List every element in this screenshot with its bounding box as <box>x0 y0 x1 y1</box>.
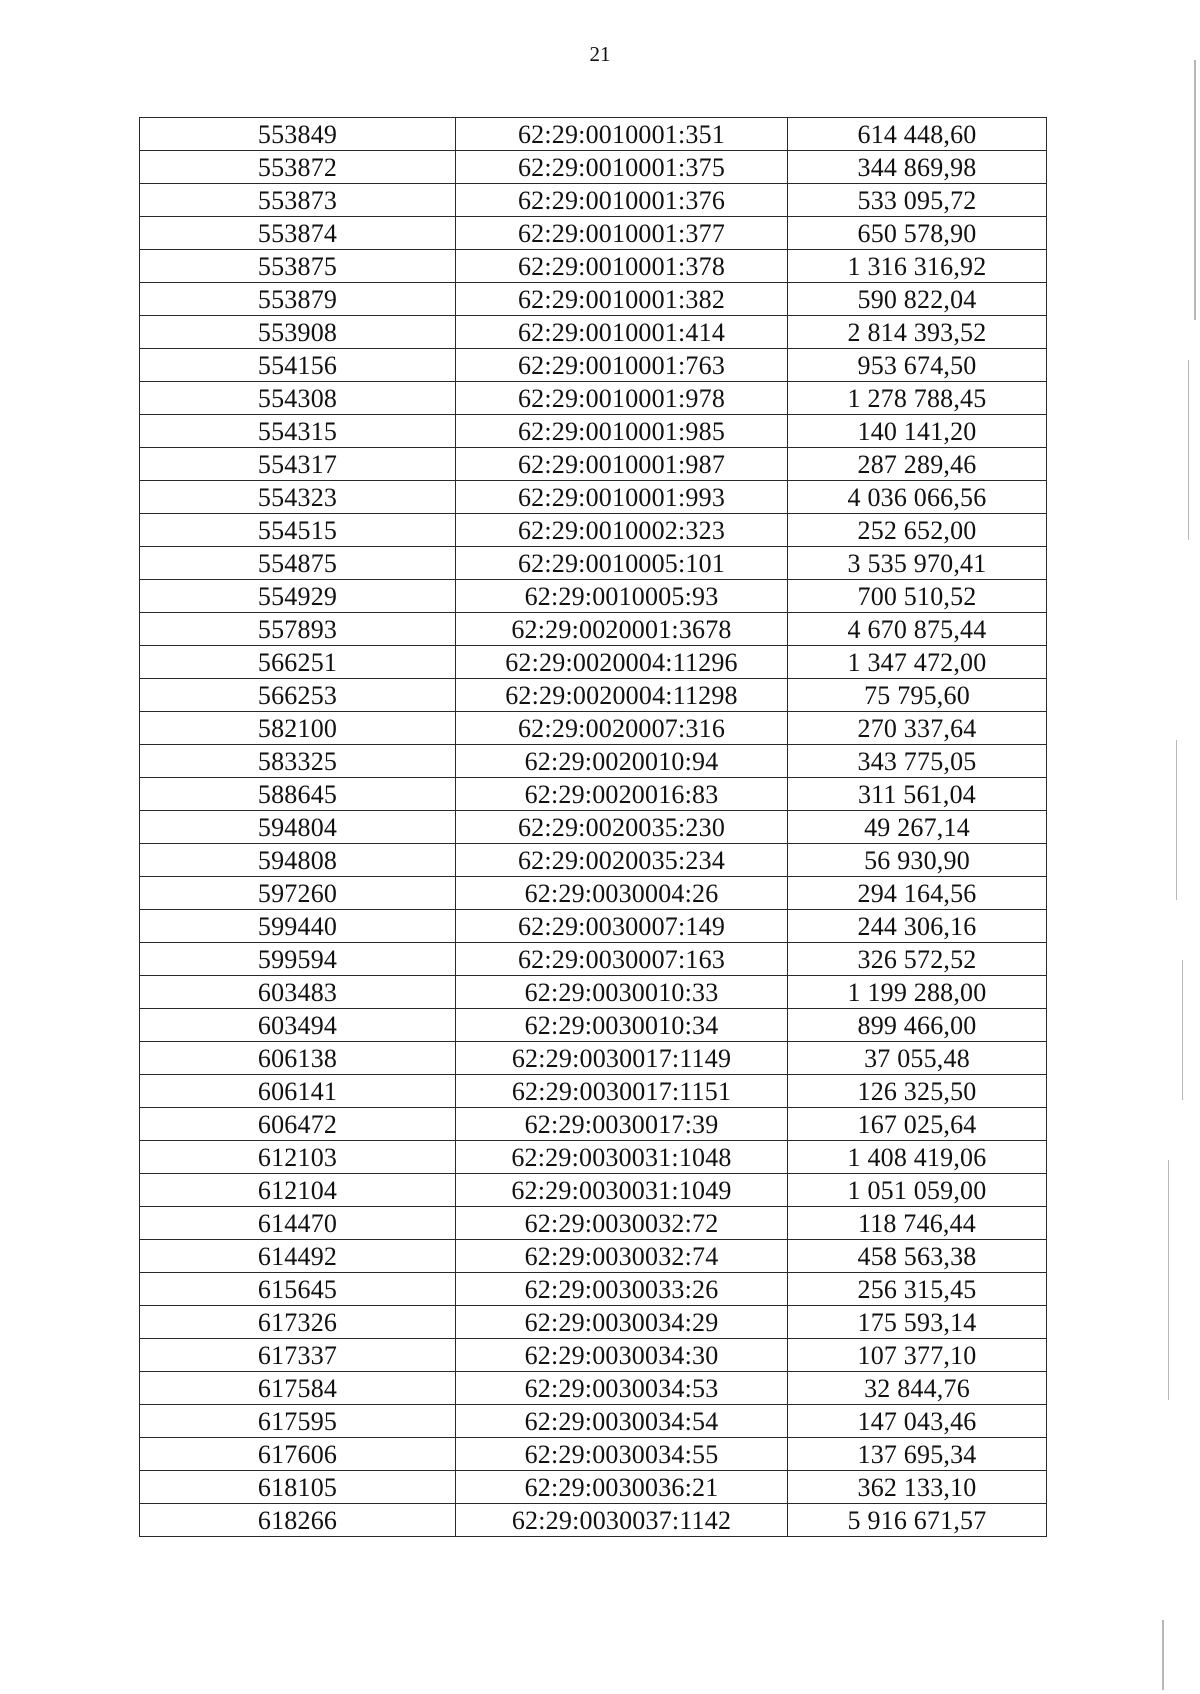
cadastral-number-cell: 62:29:0020010:94 <box>456 745 788 778</box>
cadastral-value-cell: 126 325,50 <box>788 1075 1047 1108</box>
record-number-cell: 617595 <box>140 1405 456 1438</box>
record-number-cell: 557893 <box>140 613 456 646</box>
record-number-cell: 566253 <box>140 679 456 712</box>
table-row <box>140 1207 1047 1240</box>
record-number-cell: 612104 <box>140 1174 456 1207</box>
cadastral-number-cell: 62:29:0030010:33 <box>456 976 788 1009</box>
record-number-cell: 599594 <box>140 943 456 976</box>
cadastral-number-cell: 62:29:0030034:53 <box>456 1372 788 1405</box>
record-number-cell: 617337 <box>140 1339 456 1372</box>
cadastral-number-cell: 62:29:0010001:375 <box>456 151 788 184</box>
table-row <box>140 547 1047 580</box>
cadastral-value-cell: 2 814 393,52 <box>788 316 1047 349</box>
cadastral-value-cell: 107 377,10 <box>788 1339 1047 1372</box>
cadastral-value-cell: 614 448,60 <box>788 118 1047 151</box>
table-row <box>140 580 1047 613</box>
record-number-cell: 553872 <box>140 151 456 184</box>
record-number-cell: 606141 <box>140 1075 456 1108</box>
table-row <box>140 184 1047 217</box>
record-number-cell: 554308 <box>140 382 456 415</box>
cadastral-value-cell: 1 051 059,00 <box>788 1174 1047 1207</box>
cadastral-value-cell: 4 670 875,44 <box>788 613 1047 646</box>
cadastral-number-cell: 62:29:0030007:149 <box>456 910 788 943</box>
table-row <box>140 1240 1047 1273</box>
cadastral-value-cell: 244 306,16 <box>788 910 1047 943</box>
table-row <box>140 349 1047 382</box>
record-number-cell: 554515 <box>140 514 456 547</box>
table-row <box>140 613 1047 646</box>
cadastral-number-cell: 62:29:0030017:1151 <box>456 1075 788 1108</box>
cadastral-number-cell: 62:29:0030032:74 <box>456 1240 788 1273</box>
page-number: 21 <box>589 42 611 66</box>
cadastral-value-cell: 533 095,72 <box>788 184 1047 217</box>
cadastral-value-cell: 4 036 066,56 <box>788 481 1047 514</box>
table-row <box>140 1108 1047 1141</box>
table-row <box>140 1306 1047 1339</box>
cadastral-number-cell: 62:29:0010001:414 <box>456 316 788 349</box>
cadastral-number-cell: 62:29:0010001:376 <box>456 184 788 217</box>
scan-artifact-line <box>1188 360 1189 540</box>
cadastral-value-cell: 311 561,04 <box>788 778 1047 811</box>
record-number-cell: 554317 <box>140 448 456 481</box>
table-row <box>140 415 1047 448</box>
cadastral-number-cell: 62:29:0020001:3678 <box>456 613 788 646</box>
cadastral-value-cell: 167 025,64 <box>788 1108 1047 1141</box>
cadastral-number-cell: 62:29:0010001:378 <box>456 250 788 283</box>
cadastral-number-cell: 62:29:0020016:83 <box>456 778 788 811</box>
record-number-cell: 553879 <box>140 283 456 316</box>
record-number-cell: 554929 <box>140 580 456 613</box>
scan-artifact-line <box>1162 1620 1164 1690</box>
scan-artifact-line <box>1194 60 1196 320</box>
record-number-cell: 554875 <box>140 547 456 580</box>
table-row <box>140 1009 1047 1042</box>
record-number-cell: 614470 <box>140 1207 456 1240</box>
cadastral-number-cell: 62:29:0030032:72 <box>456 1207 788 1240</box>
cadastral-number-cell: 62:29:0030037:1142 <box>456 1504 788 1537</box>
record-number-cell: 554156 <box>140 349 456 382</box>
table-row <box>140 712 1047 745</box>
cadastral-number-cell: 62:29:0030031:1048 <box>456 1141 788 1174</box>
cadastral-value-cell: 270 337,64 <box>788 712 1047 745</box>
cadastral-number-cell: 62:29:0030031:1049 <box>456 1174 788 1207</box>
table-row <box>140 250 1047 283</box>
cadastral-value-cell: 294 164,56 <box>788 877 1047 910</box>
cadastral-number-cell: 62:29:0010001:987 <box>456 448 788 481</box>
table-row <box>140 778 1047 811</box>
record-number-cell: 597260 <box>140 877 456 910</box>
registry-table-body <box>140 118 1047 1537</box>
record-number-cell: 617326 <box>140 1306 456 1339</box>
record-number-cell: 553908 <box>140 316 456 349</box>
cadastral-value-cell: 5 916 671,57 <box>788 1504 1047 1537</box>
cadastral-number-cell: 62:29:0010001:351 <box>456 118 788 151</box>
cadastral-value-cell: 362 133,10 <box>788 1471 1047 1504</box>
cadastral-value-cell: 1 278 788,45 <box>788 382 1047 415</box>
record-number-cell: 618105 <box>140 1471 456 1504</box>
cadastral-value-cell: 1 408 419,06 <box>788 1141 1047 1174</box>
record-number-cell: 582100 <box>140 712 456 745</box>
record-number-cell: 618266 <box>140 1504 456 1537</box>
table-row <box>140 646 1047 679</box>
cadastral-number-cell: 62:29:0020007:316 <box>456 712 788 745</box>
cadastral-number-cell: 62:29:0010001:763 <box>456 349 788 382</box>
record-number-cell: 553875 <box>140 250 456 283</box>
cadastral-value-cell: 256 315,45 <box>788 1273 1047 1306</box>
record-number-cell: 554315 <box>140 415 456 448</box>
cadastral-number-cell: 62:29:0010001:993 <box>456 481 788 514</box>
registry-table <box>139 117 1047 1537</box>
cadastral-number-cell: 62:29:0020004:11298 <box>456 679 788 712</box>
cadastral-value-cell: 175 593,14 <box>788 1306 1047 1339</box>
cadastral-value-cell: 287 289,46 <box>788 448 1047 481</box>
cadastral-value-cell: 56 930,90 <box>788 844 1047 877</box>
cadastral-value-cell: 147 043,46 <box>788 1405 1047 1438</box>
table-row <box>140 745 1047 778</box>
cadastral-number-cell: 62:29:0020004:11296 <box>456 646 788 679</box>
record-number-cell: 553849 <box>140 118 456 151</box>
cadastral-number-cell: 62:29:0010005:93 <box>456 580 788 613</box>
table-row <box>140 283 1047 316</box>
table-row <box>140 1141 1047 1174</box>
record-number-cell: 583325 <box>140 745 456 778</box>
cadastral-value-cell: 252 652,00 <box>788 514 1047 547</box>
table-row <box>140 316 1047 349</box>
record-number-cell: 599440 <box>140 910 456 943</box>
table-row <box>140 1372 1047 1405</box>
table-row <box>140 514 1047 547</box>
cadastral-number-cell: 62:29:0020035:230 <box>456 811 788 844</box>
cadastral-number-cell: 62:29:0010001:382 <box>456 283 788 316</box>
cadastral-number-cell: 62:29:0030004:26 <box>456 877 788 910</box>
scan-artifact-line <box>1168 1160 1169 1400</box>
cadastral-value-cell: 140 141,20 <box>788 415 1047 448</box>
cadastral-number-cell: 62:29:0030017:1149 <box>456 1042 788 1075</box>
record-number-cell: 553874 <box>140 217 456 250</box>
cadastral-value-cell: 899 466,00 <box>788 1009 1047 1042</box>
record-number-cell: 615645 <box>140 1273 456 1306</box>
cadastral-number-cell: 62:29:0030034:29 <box>456 1306 788 1339</box>
table-row <box>140 151 1047 184</box>
cadastral-value-cell: 37 055,48 <box>788 1042 1047 1075</box>
cadastral-value-cell: 1 316 316,92 <box>788 250 1047 283</box>
cadastral-value-cell: 1 347 472,00 <box>788 646 1047 679</box>
cadastral-value-cell: 343 775,05 <box>788 745 1047 778</box>
cadastral-value-cell: 953 674,50 <box>788 349 1047 382</box>
cadastral-number-cell: 62:29:0030010:34 <box>456 1009 788 1042</box>
cadastral-number-cell: 62:29:0010001:985 <box>456 415 788 448</box>
record-number-cell: 614492 <box>140 1240 456 1273</box>
cadastral-value-cell: 344 869,98 <box>788 151 1047 184</box>
table-row <box>140 1405 1047 1438</box>
table-row <box>140 1504 1047 1537</box>
record-number-cell: 606472 <box>140 1108 456 1141</box>
cadastral-value-cell: 75 795,60 <box>788 679 1047 712</box>
table-row <box>140 1075 1047 1108</box>
cadastral-number-cell: 62:29:0020035:234 <box>456 844 788 877</box>
scan-artifact-line <box>1182 960 1183 1100</box>
table-row <box>140 481 1047 514</box>
cadastral-value-cell: 326 572,52 <box>788 943 1047 976</box>
table-row <box>140 217 1047 250</box>
cadastral-value-cell: 32 844,76 <box>788 1372 1047 1405</box>
record-number-cell: 594804 <box>140 811 456 844</box>
table-row <box>140 118 1047 151</box>
cadastral-number-cell: 62:29:0030036:21 <box>456 1471 788 1504</box>
cadastral-value-cell: 118 746,44 <box>788 1207 1047 1240</box>
table-row <box>140 1471 1047 1504</box>
table-row <box>140 1042 1047 1075</box>
cadastral-value-cell: 137 695,34 <box>788 1438 1047 1471</box>
cadastral-number-cell: 62:29:0030034:54 <box>456 1405 788 1438</box>
record-number-cell: 594808 <box>140 844 456 877</box>
cadastral-number-cell: 62:29:0010001:978 <box>456 382 788 415</box>
cadastral-value-cell: 650 578,90 <box>788 217 1047 250</box>
scan-artifact-line <box>1176 740 1177 900</box>
table-row <box>140 844 1047 877</box>
record-number-cell: 553873 <box>140 184 456 217</box>
cadastral-value-cell: 458 563,38 <box>788 1240 1047 1273</box>
record-number-cell: 617606 <box>140 1438 456 1471</box>
record-number-cell: 588645 <box>140 778 456 811</box>
table-row <box>140 976 1047 1009</box>
record-number-cell: 617584 <box>140 1372 456 1405</box>
record-number-cell: 603494 <box>140 1009 456 1042</box>
record-number-cell: 612103 <box>140 1141 456 1174</box>
table-row <box>140 811 1047 844</box>
record-number-cell: 554323 <box>140 481 456 514</box>
table-row <box>140 877 1047 910</box>
table-row <box>140 1273 1047 1306</box>
table-row <box>140 910 1047 943</box>
cadastral-number-cell: 62:29:0030034:30 <box>456 1339 788 1372</box>
cadastral-number-cell: 62:29:0010005:101 <box>456 547 788 580</box>
table-row <box>140 448 1047 481</box>
table-row <box>140 679 1047 712</box>
cadastral-number-cell: 62:29:0030007:163 <box>456 943 788 976</box>
table-row <box>140 382 1047 415</box>
cadastral-number-cell: 62:29:0010002:323 <box>456 514 788 547</box>
cadastral-number-cell: 62:29:0010001:377 <box>456 217 788 250</box>
cadastral-value-cell: 49 267,14 <box>788 811 1047 844</box>
record-number-cell: 566251 <box>140 646 456 679</box>
cadastral-number-cell: 62:29:0030034:55 <box>456 1438 788 1471</box>
table-row <box>140 1339 1047 1372</box>
record-number-cell: 603483 <box>140 976 456 1009</box>
cadastral-number-cell: 62:29:0030033:26 <box>456 1273 788 1306</box>
cadastral-value-cell: 700 510,52 <box>788 580 1047 613</box>
cadastral-number-cell: 62:29:0030017:39 <box>456 1108 788 1141</box>
table-row <box>140 1438 1047 1471</box>
cadastral-value-cell: 590 822,04 <box>788 283 1047 316</box>
table-row <box>140 943 1047 976</box>
table-row <box>140 1174 1047 1207</box>
cadastral-value-cell: 3 535 970,41 <box>788 547 1047 580</box>
cadastral-value-cell: 1 199 288,00 <box>788 976 1047 1009</box>
record-number-cell: 606138 <box>140 1042 456 1075</box>
